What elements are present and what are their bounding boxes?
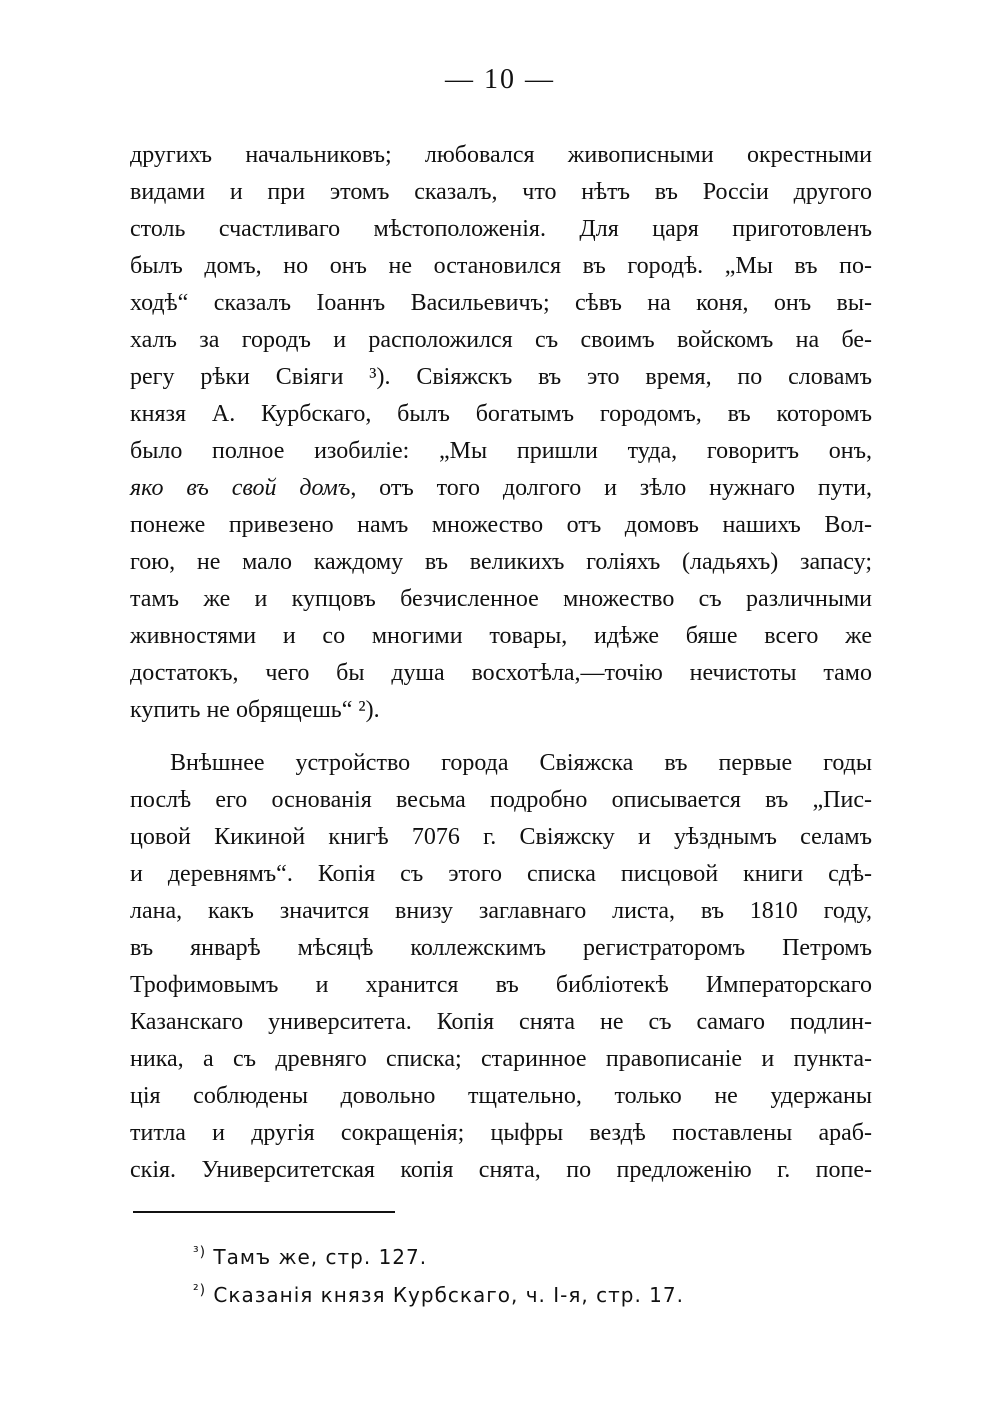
text-line: ція соблюдены довольно тщательно, только не удержаны: [130, 1083, 872, 1109]
text-line: живностями и со многими товары, идѣже бяше всего же: [130, 623, 872, 649]
paragraph-1: [130, 137, 872, 729]
text-line: столь счастливаго мѣстоположенія. Для царя приготовленъ: [130, 216, 872, 242]
text-line-with-italic: [130, 470, 872, 507]
text-line: лана, какъ значится внизу заглавнаго листа, въ 1810 году,: [130, 898, 872, 924]
footnote-text: Тамъ же, стр. 127.: [206, 1245, 428, 1269]
footnote: [193, 1276, 873, 1314]
text-line-rest: , отъ того долгого и зѣло нужнаго пути,: [350, 475, 872, 501]
text-line: титла и другія сокращенія; цыфры вездѣ поставлены араб-: [130, 1120, 872, 1146]
paragraph-2: [130, 745, 872, 1189]
text-line: гою, не мало каждому въ великихъ голіяхъ (ладьяхъ) запасу;: [130, 549, 872, 575]
text-line: понеже привезено намъ множество отъ домовъ нашихъ Вол-: [130, 512, 872, 538]
text-line: въ январѣ мѣсяцѣ коллежскимъ регистраторомъ Петромъ: [130, 935, 872, 961]
text-line: и деревнямъ“. Копія съ этого списка писцовой книги сдѣ-: [130, 861, 872, 887]
italic-phrase: яко въ свой домъ: [130, 475, 351, 501]
text-line: скія. Университетская копія снята, по предложенію г. попе-: [130, 1157, 872, 1183]
paragraph-gap: [130, 729, 872, 745]
text-line: Трофимовымъ и хранится въ библіотекѣ Императорскаго: [130, 972, 872, 998]
text-line: было полное изобиліе: „Мы пришли туда, говоритъ онъ,: [130, 438, 872, 464]
page-number: — 10 —: [445, 64, 555, 95]
text-line: тамъ же и купцовъ безчисленное множество съ различными: [130, 586, 872, 612]
main-text: [130, 137, 872, 1189]
text-line: Казанскаго университета. Копія снята не съ самаго подлин-: [130, 1009, 872, 1035]
text-line: видами и при этомъ сказалъ, что нѣтъ въ Россіи другого: [130, 179, 872, 205]
text-line: ходѣ“ сказалъ Іоаннъ Васильевичъ; сѣвъ на коня, онъ вы-: [130, 290, 872, 316]
text-line: купить не обрящешь“ ²).: [130, 697, 380, 723]
text-line: цовой Кикиной книгѣ 7076 г. Свіяжску и уѣзднымъ селамъ: [130, 824, 872, 850]
text-line: регу рѣки Свіяги ³). Свіяжскъ въ это время, по словамъ: [130, 364, 872, 390]
footnote-separator: [133, 1211, 395, 1213]
text-line: достатокъ, чего бы душа восхотѣла,—точію нечистоты тамо: [130, 660, 872, 686]
text-line: былъ домъ, но онъ не остановился въ городѣ. „Мы въ по-: [130, 253, 872, 279]
text-line: ника, а съ древняго списка; старинное правописаніе и пункта-: [130, 1046, 872, 1072]
footnote-mark: ²): [193, 1282, 207, 1299]
footnote: [193, 1238, 873, 1276]
text-line: князя А. Курбскаго, былъ богатымъ городомъ, въ которомъ: [130, 401, 872, 427]
text-line: халъ за городъ и расположился съ своимъ войскомъ на бе-: [130, 327, 872, 353]
footnote-mark: ³): [193, 1244, 207, 1261]
text-line: послѣ его основанія весьма подробно описывается въ „Пис-: [130, 787, 872, 813]
footnote-text: Сказанія князя Курбскаго, ч. I-я, стр. 17.: [206, 1283, 684, 1307]
footnotes: [193, 1238, 873, 1314]
text-line: Внѣшнее устройство города Свіяжска въ первые годы: [170, 750, 872, 776]
text-line: другихъ начальниковъ; любовался живописными окрестными: [130, 142, 872, 168]
